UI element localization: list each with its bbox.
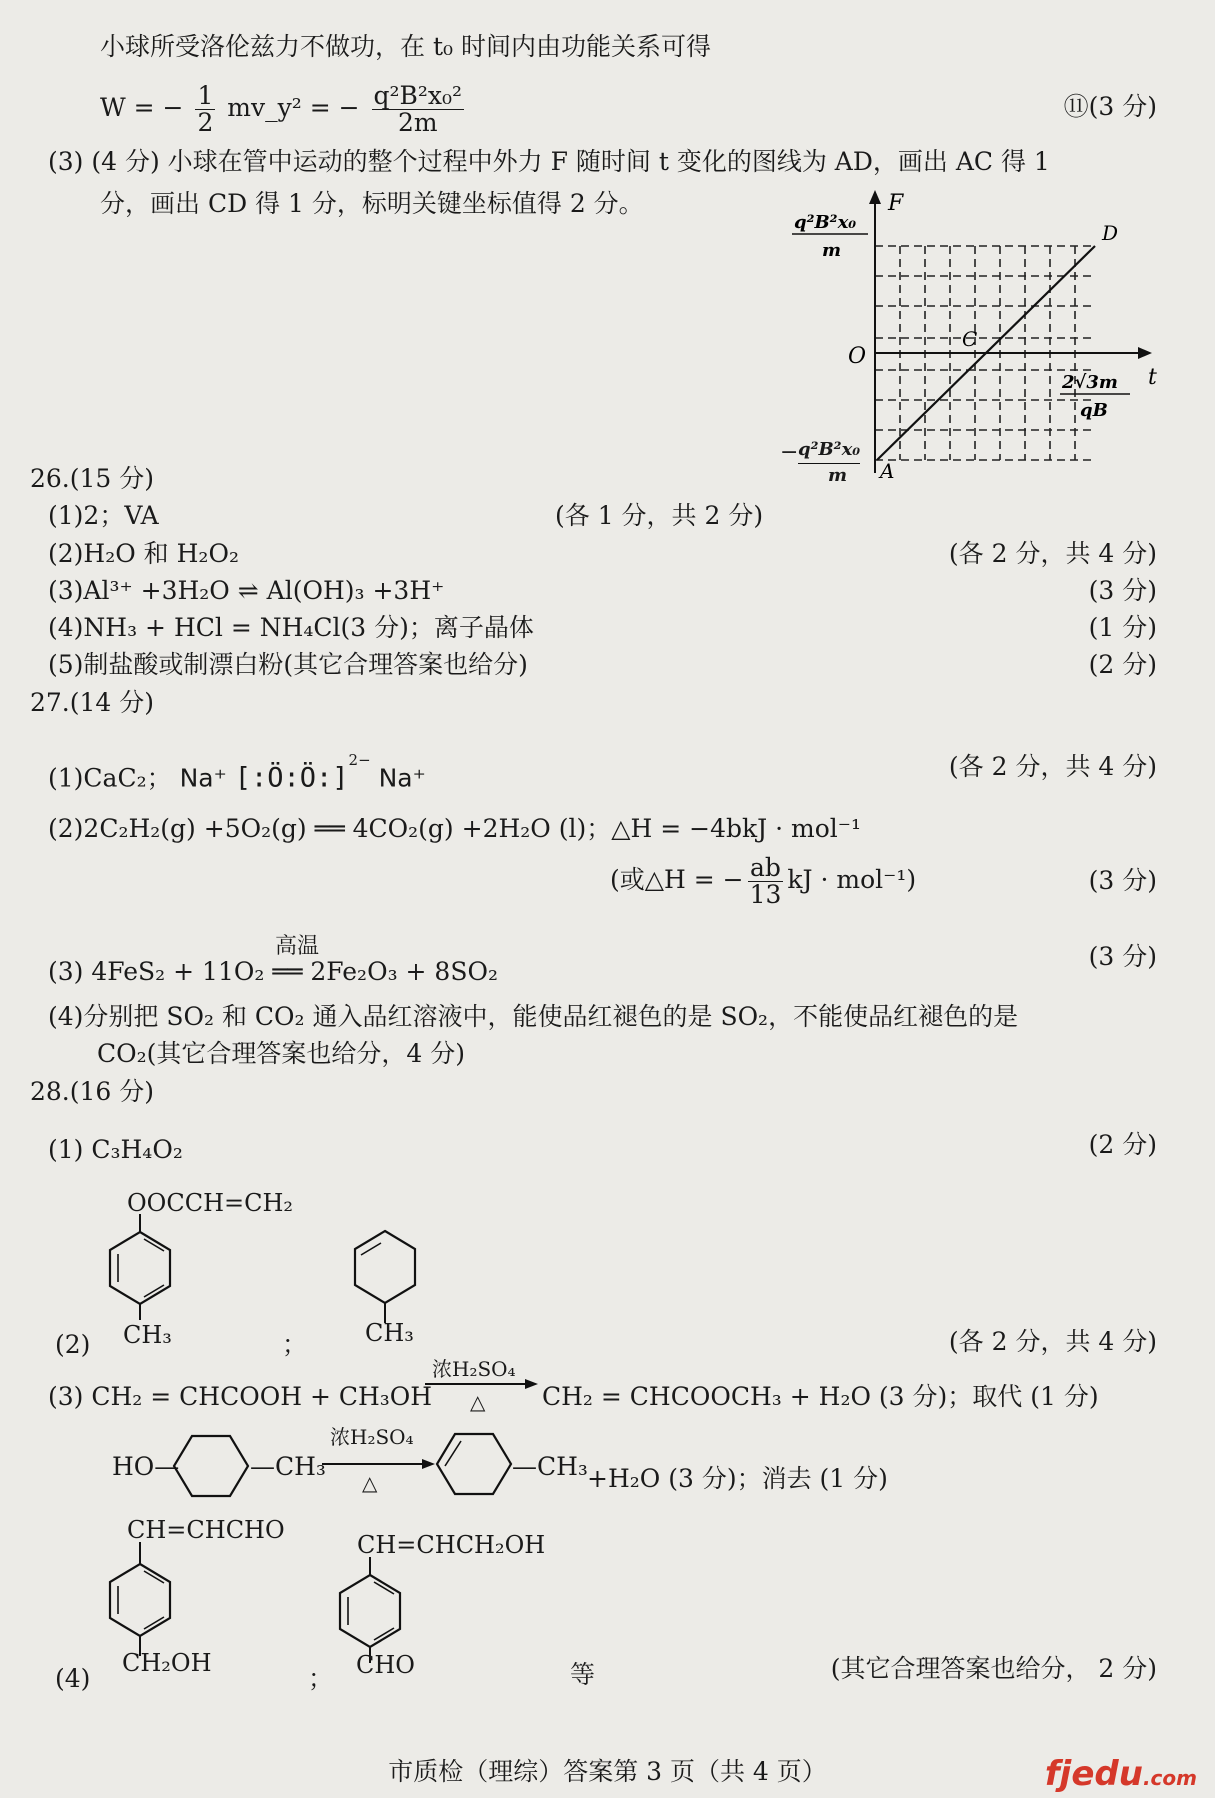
f-axis-arrow — [869, 190, 881, 204]
methyl-suffix-2: —CH₃ — [512, 1452, 588, 1481]
p27-answer-2-alt: (或△H = − $\frac{ab}{13}$ kJ · mol⁻¹) — [610, 853, 917, 909]
benzene-ring-4b — [330, 1555, 420, 1665]
bottom-value-sign: − — [780, 440, 799, 465]
bottom-value-den: m — [828, 465, 848, 486]
p26-score-5: (2 分) — [1088, 650, 1157, 679]
top-value-num: q²B²x₀ — [794, 212, 857, 233]
catalyst-2: 浓H₂SO₄ — [330, 1425, 414, 1449]
p28-answer-4-sep: ； — [308, 1664, 334, 1693]
benzene-ring-ester — [100, 1210, 190, 1320]
p28-answer-4-label: (4) — [55, 1664, 91, 1693]
top-value-den: m — [822, 240, 842, 261]
origin-label: O — [848, 344, 867, 369]
p26-score-3: (3 分) — [1088, 576, 1157, 605]
cyclohexene-methyl — [345, 1225, 435, 1325]
p28-answer-2-label: (2) — [55, 1330, 91, 1359]
p26-answer-4: (4)NH₃ + HCl = NH₄Cl(3 分)；离子晶体 — [48, 613, 534, 642]
p28-score-1: (2 分) — [1088, 1130, 1157, 1159]
p26-answer-3: (3)Al³⁺ +3H₂O ⇌ Al(OH)₃ +3H⁺ — [48, 576, 445, 605]
catalyst-1: 浓H₂SO₄ — [432, 1357, 516, 1381]
p27-score-2: (3 分) — [1088, 866, 1157, 895]
point-d-label: D — [1102, 221, 1119, 245]
p28-heading: 28.(16 分) — [30, 1077, 155, 1106]
heat-2: △ — [362, 1471, 378, 1495]
axis-t-label: t — [1148, 365, 1157, 390]
fraction-half: $\frac{1}{2}$ — [197, 81, 214, 137]
p28-answer-1: (1) C₃H₄O₂ — [48, 1135, 183, 1164]
methyl-2: CH₃ — [365, 1319, 414, 1347]
p25-line1: 小球所受洛伦兹力不做功，在 t₀ 时间内由功能关系可得 — [100, 32, 711, 61]
p28-answer-3-line1-pre: (3) CH₂ = CHCOOH + CH₃OH — [48, 1382, 433, 1411]
p27-answer-4-line2: CO₂(其它合理答案也给分，4 分) — [97, 1039, 466, 1068]
heat-1: △ — [470, 1390, 486, 1414]
point-c-label: C — [962, 327, 978, 351]
work-equation — [100, 78, 468, 138]
p28-answer-4-etc: 等 — [570, 1660, 596, 1689]
methyl-1: CH₃ — [123, 1321, 172, 1349]
p28-answer-3-line2-tail: +H₂O (3 分)；消去 (1 分) — [587, 1464, 888, 1493]
t-axis-arrow — [1138, 347, 1152, 359]
p27-score-3: (3 分) — [1088, 942, 1157, 971]
p25-q3-line2: 分，画出 CD 得 1 分，标明关键坐标值得 2 分。 — [100, 189, 644, 218]
p28-answer-3-line1-post: CH₂ = CHCOOCH₃ + H₂O (3 分)；取代 (1 分) — [542, 1382, 1099, 1411]
peroxide-structure: [:Ö:Ö:] — [234, 762, 349, 794]
p27-answer-1: (1)CaC₂； Na⁺ [:Ö:Ö:]$^{2-}$ Na⁺ — [48, 751, 426, 794]
p26-score-1: (各 1 分，共 2 分) — [555, 501, 764, 530]
eq-lhs: W = − — [100, 93, 184, 122]
p25-q3-line1: (3) (4 分) 小球在管中运动的整个过程中外力 F 随时间 t 变化的图线为 AD，画出 AC 得 1 — [48, 147, 1050, 176]
reaction-arrow-2 — [322, 1458, 437, 1470]
sodium-ion-1: Na⁺ — [179, 763, 227, 793]
p28-score-4: (其它合理答案也给分， 2 分) — [830, 1654, 1157, 1683]
p27-answer-4-line1: (4)分别把 SO₂ 和 CO₂ 通入品红溶液中，能使品红褪色的是 SO₂，不能使品红褪色的是 — [48, 1002, 1019, 1031]
axis-f-label: F — [888, 191, 904, 216]
force-time-graph — [780, 188, 1170, 478]
hydroxy-prefix: HO— — [112, 1452, 180, 1481]
p26-answer-1: (1)2；VA — [48, 501, 159, 530]
ester-substituent: OOCCH=CH₂ — [127, 1189, 294, 1217]
watermark-logo: fjedu.com — [1044, 1754, 1197, 1794]
hydroxymethyl: CH₂OH — [122, 1649, 212, 1677]
eq-mid: mv_y² = − — [227, 93, 360, 122]
p26-answer-5: (5)制盐酸或制漂白粉(其它合理答案也给分) — [48, 650, 528, 679]
p27-score-1: (各 2 分，共 4 分) — [948, 752, 1157, 781]
eq-score: ⑪(3 分) — [1063, 92, 1157, 121]
t-value-num: 2√3m — [1062, 372, 1118, 393]
p27-answer-2: (2)2C₂H₂(g) +5O₂(g) ══ 4CO₂(g) +2H₂O (l)；△H = −4bkJ · mol⁻¹ — [48, 814, 861, 843]
benzene-ring-4a — [100, 1540, 190, 1658]
point-a-label: A — [880, 459, 895, 478]
p27-answer-3: (3) 4FeS₂ + 11O₂ ══ 2Fe₂O₃ + 8SO₂ — [48, 957, 498, 986]
cyclohexene-ring — [435, 1428, 515, 1500]
fraction-energy: $\frac{\text{q²B²x₀²}}{2m}$ — [373, 81, 463, 137]
t-value-den: qB — [1080, 400, 1108, 421]
p28-score-2: (各 2 分，共 4 分) — [948, 1327, 1157, 1356]
bottom-value-num: q²B²x₀ — [798, 437, 860, 464]
sodium-ion-2: Na⁺ — [378, 763, 426, 793]
p26-score-2: (各 2 分，共 4 分) — [948, 539, 1157, 568]
p28-answer-2-sep: ； — [282, 1330, 308, 1359]
formyl: CHO — [356, 1651, 415, 1679]
methyl-suffix-1: —CH₃ — [250, 1452, 326, 1481]
high-temp-condition: 高温 — [275, 934, 320, 959]
p27-heading: 27.(14 分) — [30, 688, 155, 717]
p26-score-4: (1 分) — [1088, 613, 1157, 642]
cyclohexane-ring — [172, 1430, 252, 1502]
pyrite-equation: 4FeS₂ + 11O₂ ══ 2Fe₂O₃ + 8SO₂ — [91, 957, 498, 986]
page-footer: 市质检（理综）答案第 3 页（共 4 页） — [388, 1757, 827, 1786]
peroxide-charge: 2− — [348, 751, 371, 769]
p26-answer-2: (2)H₂O 和 H₂O₂ — [48, 539, 239, 568]
cinnamaldehyde-chain: CH=CHCHO — [127, 1516, 285, 1544]
cinnamyl-alcohol-chain: CH=CHCH₂OH — [357, 1531, 546, 1559]
p26-heading: 26.(15 分) — [30, 464, 155, 493]
